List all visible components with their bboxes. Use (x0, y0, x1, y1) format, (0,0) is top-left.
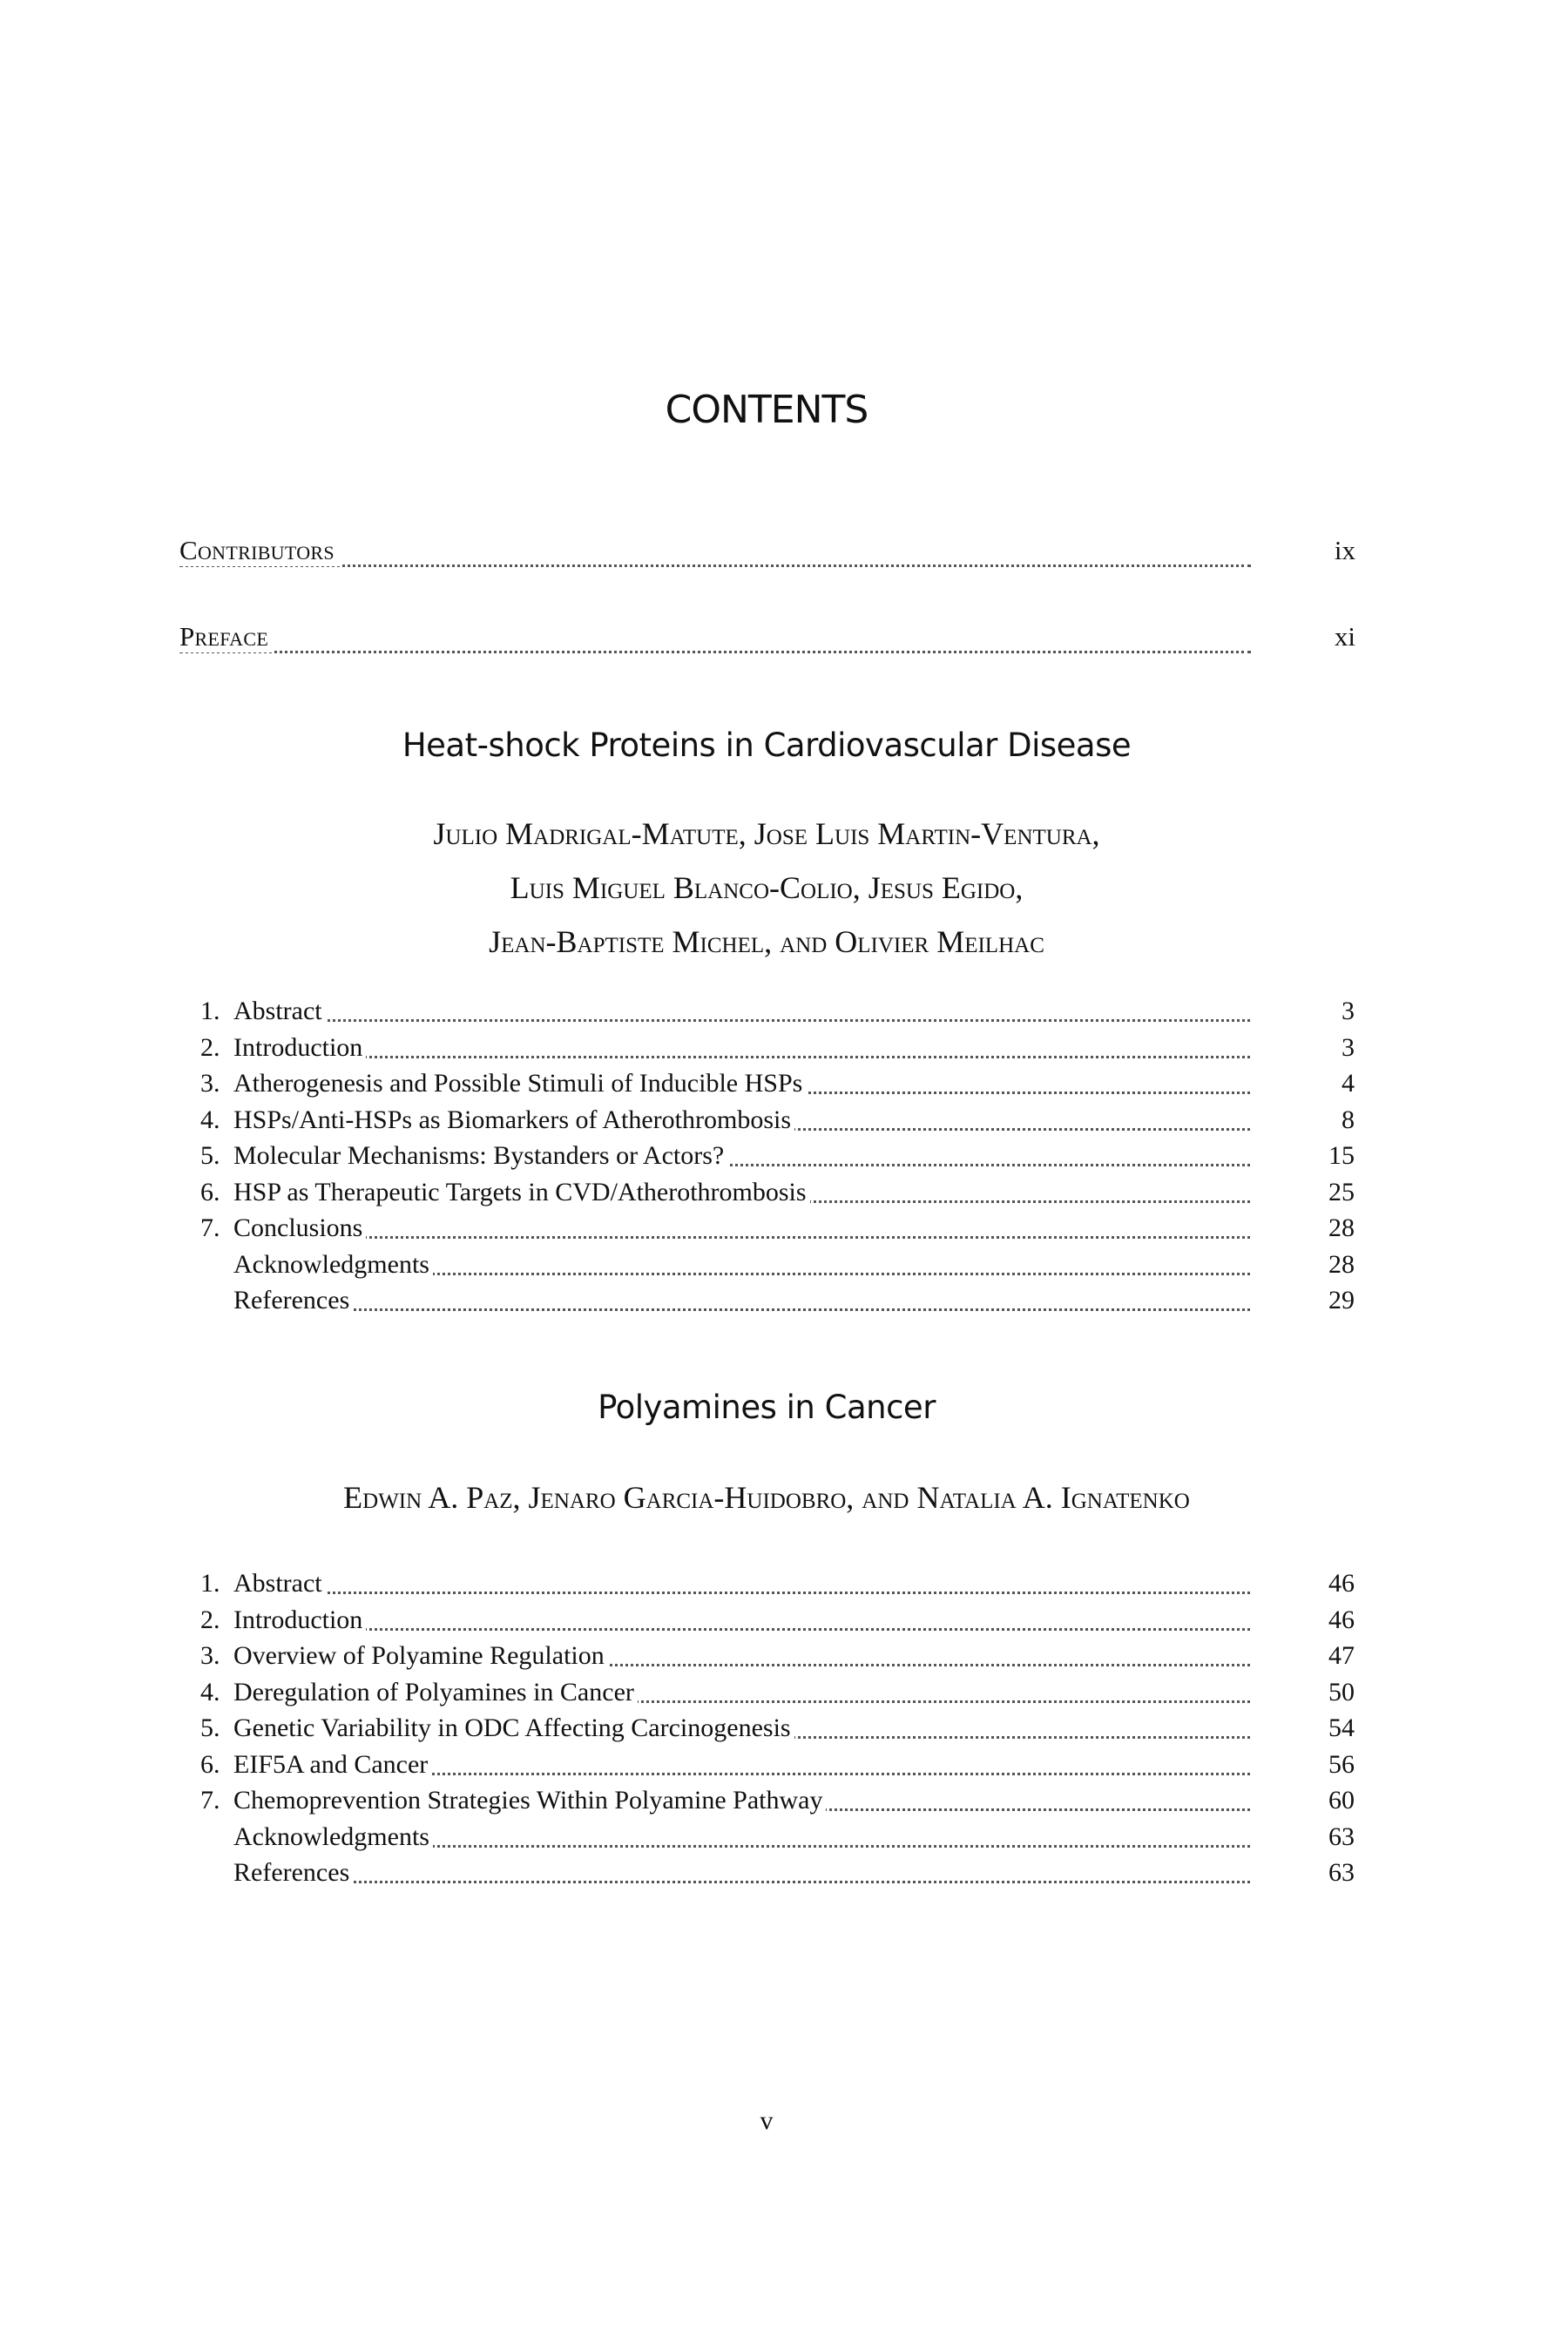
toc-entry-title: Atherogenesis and Possible Stimuli of Inducible HSPs (233, 1065, 806, 1102)
toc-front-matter-preface[interactable] (179, 621, 1355, 659)
toc-entry-title: Molecular Mechanisms: Bystanders or Actors? (233, 1138, 727, 1174)
toc-entry[interactable] (200, 1602, 1355, 1639)
toc-entry-page: 3 (1342, 997, 1355, 1025)
toc-entry-title: Genetic Variability in ODC Affecting Carcinogenesis (233, 1710, 794, 1747)
toc-entry[interactable] (200, 1638, 1355, 1674)
dot-leader (233, 1860, 1250, 1883)
toc-entry-page: 60 (1328, 1786, 1355, 1815)
toc-entry[interactable] (200, 1565, 1355, 1602)
toc-entry-page: 50 (1328, 1677, 1355, 1707)
front-matter-page: xi (1334, 621, 1355, 652)
dot-leader (233, 998, 1250, 1022)
toc-entry-page: 56 (1328, 1749, 1355, 1779)
toc-entry-number: 2. (200, 1032, 220, 1062)
dot-leader (233, 1607, 1250, 1631)
front-matter-label: Preface (179, 621, 274, 652)
toc-entry-title: Overview of Polyamine Regulation (233, 1638, 608, 1674)
toc-entry-title: Conclusions (233, 1210, 366, 1247)
toc-entry-title: References (233, 1855, 353, 1891)
toc-entry[interactable] (200, 1855, 1355, 1891)
chapter-2-authors (0, 1470, 1533, 1524)
chapter-1-entries (200, 993, 1355, 1319)
author-line: Edwin A. Paz, Jenaro Garcia-Huidobro, and Natalia A. Ignatenko (343, 1480, 1190, 1515)
toc-entry-page: 46 (1328, 1569, 1355, 1598)
toc-entry-page: 54 (1328, 1713, 1355, 1742)
toc-entry-number: 7. (200, 1786, 220, 1815)
toc-entry[interactable] (200, 1174, 1355, 1211)
toc-entry-number: 6. (200, 1177, 220, 1206)
toc-entry-number: 7. (200, 1213, 220, 1242)
toc-entry-number: 4. (200, 1105, 220, 1134)
chapter-2-entries (200, 1565, 1355, 1891)
page-title: CONTENTS (665, 388, 868, 432)
dot-leader (179, 630, 1251, 653)
toc-entry-page: 46 (1328, 1605, 1355, 1634)
toc-entry-page: 15 (1328, 1141, 1355, 1170)
toc-entry-title: Deregulation of Polyamines in Cancer (233, 1674, 638, 1711)
toc-entry-title: Introduction (233, 1602, 366, 1639)
toc-entry[interactable] (200, 1210, 1355, 1247)
toc-entry-title: Abstract (233, 1565, 326, 1602)
toc-entry-page: 4 (1342, 1069, 1355, 1098)
toc-entry[interactable] (200, 993, 1355, 1030)
toc-entry-number: 3. (200, 1641, 220, 1670)
toc-entry-page: 8 (1342, 1105, 1355, 1134)
toc-entry-title: Introduction (233, 1030, 366, 1066)
toc-entry[interactable] (200, 1674, 1355, 1711)
toc-entry[interactable] (200, 1710, 1355, 1747)
dot-leader (233, 1215, 1250, 1239)
toc-entry-number: 5. (200, 1713, 220, 1742)
author-line: Jean-Baptiste Michel, and Olivier Meilhac (489, 924, 1044, 959)
dot-leader (179, 544, 1251, 567)
toc-entry-page: 63 (1328, 1821, 1355, 1851)
toc-entry-page: 3 (1342, 1032, 1355, 1062)
toc-entry[interactable] (200, 1747, 1355, 1783)
toc-entry-title: Abstract (233, 993, 326, 1030)
toc-entry[interactable] (200, 1247, 1355, 1283)
toc-entry[interactable] (200, 1782, 1355, 1819)
chapter-1-authors (0, 807, 1533, 969)
toc-entry[interactable] (200, 1138, 1355, 1174)
toc-entry-page: 28 (1328, 1213, 1355, 1242)
chapter-1-title: Heat-shock Proteins in Cardiovascular Disease (402, 727, 1132, 764)
toc-entry-page: 25 (1328, 1177, 1355, 1206)
toc-entry-title: HSPs/Anti-HSPs as Biomarkers of Atherothrombosis (233, 1102, 794, 1139)
toc-entry-page: 29 (1328, 1286, 1355, 1315)
toc-entry-title: Acknowledgments (233, 1247, 433, 1283)
toc-entry[interactable] (200, 1030, 1355, 1066)
front-matter-label: Contributors (179, 535, 340, 566)
toc-entry-number: 3. (200, 1069, 220, 1098)
toc-entry-page: 28 (1328, 1249, 1355, 1279)
toc-entry-number: 1. (200, 1569, 220, 1598)
toc-entry-page: 63 (1328, 1858, 1355, 1887)
author-line: Julio Madrigal-Matute, Jose Luis Martin-Ventura, (433, 816, 1100, 851)
toc-entry-number: 4. (200, 1677, 220, 1707)
toc-entry-title: HSP as Therapeutic Targets in CVD/Atherothrombosis (233, 1174, 810, 1211)
toc-entry[interactable] (200, 1102, 1355, 1139)
page-number: v (760, 2106, 774, 2135)
dot-leader (233, 1571, 1250, 1594)
toc-entry-page: 47 (1328, 1641, 1355, 1670)
toc-entry-title: Chemoprevention Strategies Within Polyamine Pathway (233, 1782, 826, 1819)
front-matter-page: ix (1334, 535, 1355, 565)
toc-front-matter-contributors[interactable] (179, 535, 1355, 573)
toc-entry-title: References (233, 1282, 353, 1319)
dot-leader (233, 1288, 1250, 1311)
toc-entry-number: 6. (200, 1749, 220, 1779)
toc-entry-number: 2. (200, 1605, 220, 1634)
author-line: Luis Miguel Blanco-Colio, Jesus Egido, (510, 870, 1024, 905)
toc-entry-title: Acknowledgments (233, 1819, 433, 1855)
toc-entry[interactable] (200, 1819, 1355, 1855)
dot-leader (233, 1035, 1250, 1058)
toc-entry[interactable] (200, 1065, 1355, 1102)
toc-entry-title: EIF5A and Cancer (233, 1747, 431, 1783)
toc-entry-number: 5. (200, 1141, 220, 1170)
toc-entry[interactable] (200, 1282, 1355, 1319)
toc-entry-number: 1. (200, 997, 220, 1025)
chapter-2-title: Polyamines in Cancer (598, 1389, 936, 1426)
